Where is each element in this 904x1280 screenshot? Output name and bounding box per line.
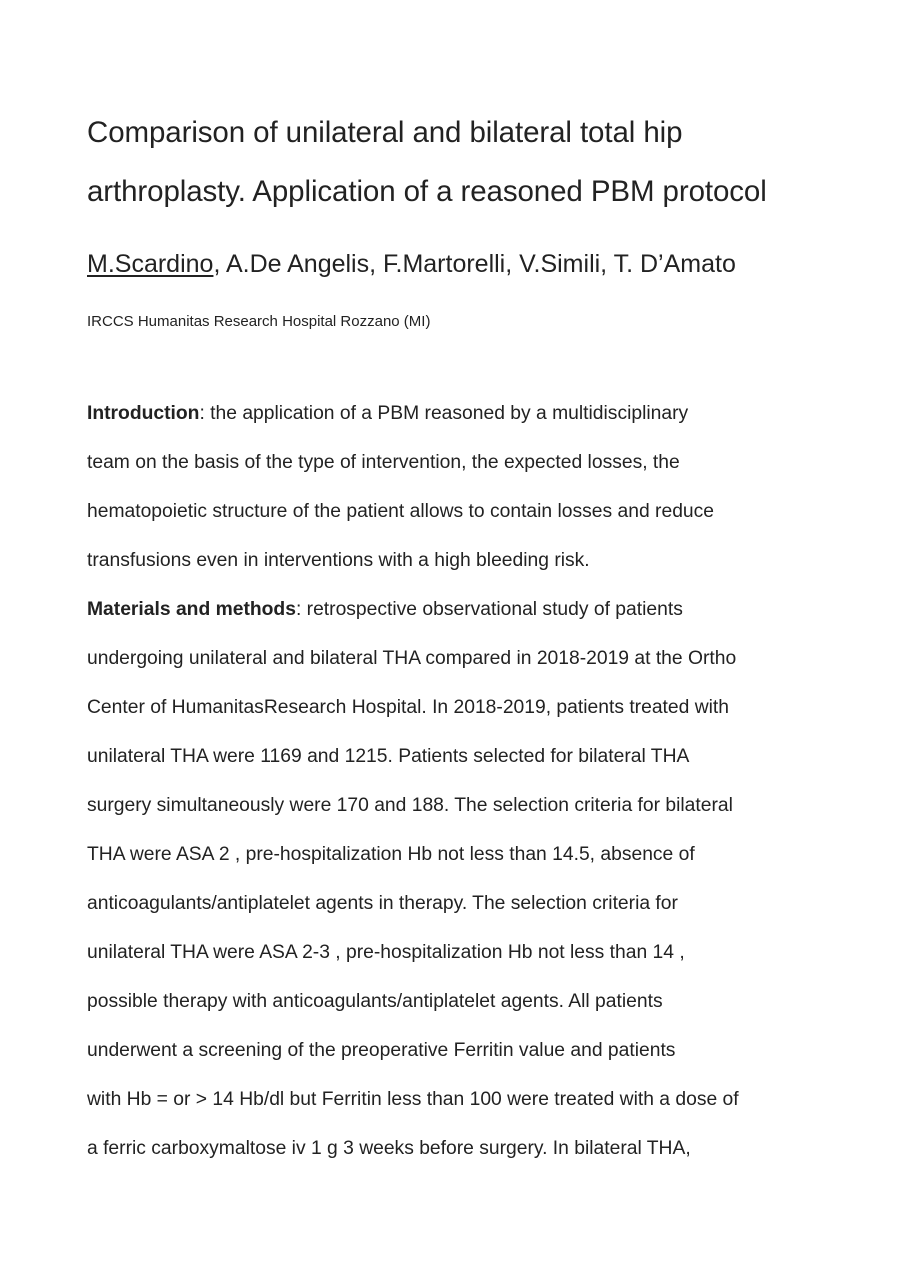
methods-line: anticoagulants/antiplatelet agents in therapy. The selection criteria for (87, 893, 678, 914)
title-line-2: arthroplasty. Application of a reasoned PBM protocol (87, 175, 767, 208)
affiliation: IRCCS Humanitas Research Hospital Rozzano (MI) (87, 313, 431, 330)
methods-line: unilateral THA were 1169 and 1215. Patients selected for bilateral THA (87, 746, 690, 767)
introduction-line: transfusions even in interventions with a high bleeding risk. (87, 550, 590, 571)
author-list (87, 244, 867, 284)
text-line: : the application of a PBM reasoned by a multidisciplinary (199, 403, 689, 424)
methods-line: a ferric carboxymaltose iv 1 g 3 weeks before surgery. In bilateral THA, (87, 1138, 691, 1159)
abstract-body (87, 394, 827, 1178)
introduction-line (87, 394, 827, 443)
methods-line: with Hb = or > 14 Hb/dl but Ferritin less than 100 were treated with a dose of (87, 1089, 739, 1110)
presenting-author: M.Scardino (87, 250, 214, 278)
methods-line: Center of HumanitasResearch Hospital. In 2018-2019, patients treated with (87, 697, 729, 718)
methods-line: unilateral THA were ASA 2-3 , pre-hospitalization Hb not less than 14 , (87, 942, 685, 963)
introduction-heading: Introduction (87, 403, 200, 424)
methods-line: surgery simultaneously were 170 and 188. The selection criteria for bilateral (87, 795, 733, 816)
introduction-line: team on the basis of the type of intervention, the expected losses, the (87, 452, 680, 473)
methods-line (87, 590, 827, 639)
methods-line: underwent a screening of the preoperative Ferritin value and patients (87, 1040, 676, 1061)
text-line: : retrospective observational study of patients (295, 599, 683, 620)
methods-heading: Materials and methods (87, 599, 296, 620)
methods-line: THA were ASA 2 , pre-hospitalization Hb not less than 14.5, absence of (87, 844, 695, 865)
paper-title (87, 103, 847, 221)
title-line-1: Comparison of unilateral and bilateral total hip (87, 116, 683, 149)
introduction-line: hematopoietic structure of the patient allows to contain losses and reduce (87, 501, 715, 522)
methods-line: undergoing unilateral and bilateral THA compared in 2018-2019 at the Ortho (87, 648, 737, 669)
co-authors: , A.De Angelis, F.Martorelli, V.Simili, T. D’Amato (213, 250, 736, 278)
methods-line: possible therapy with anticoagulants/antiplatelet agents. All patients (87, 991, 663, 1012)
